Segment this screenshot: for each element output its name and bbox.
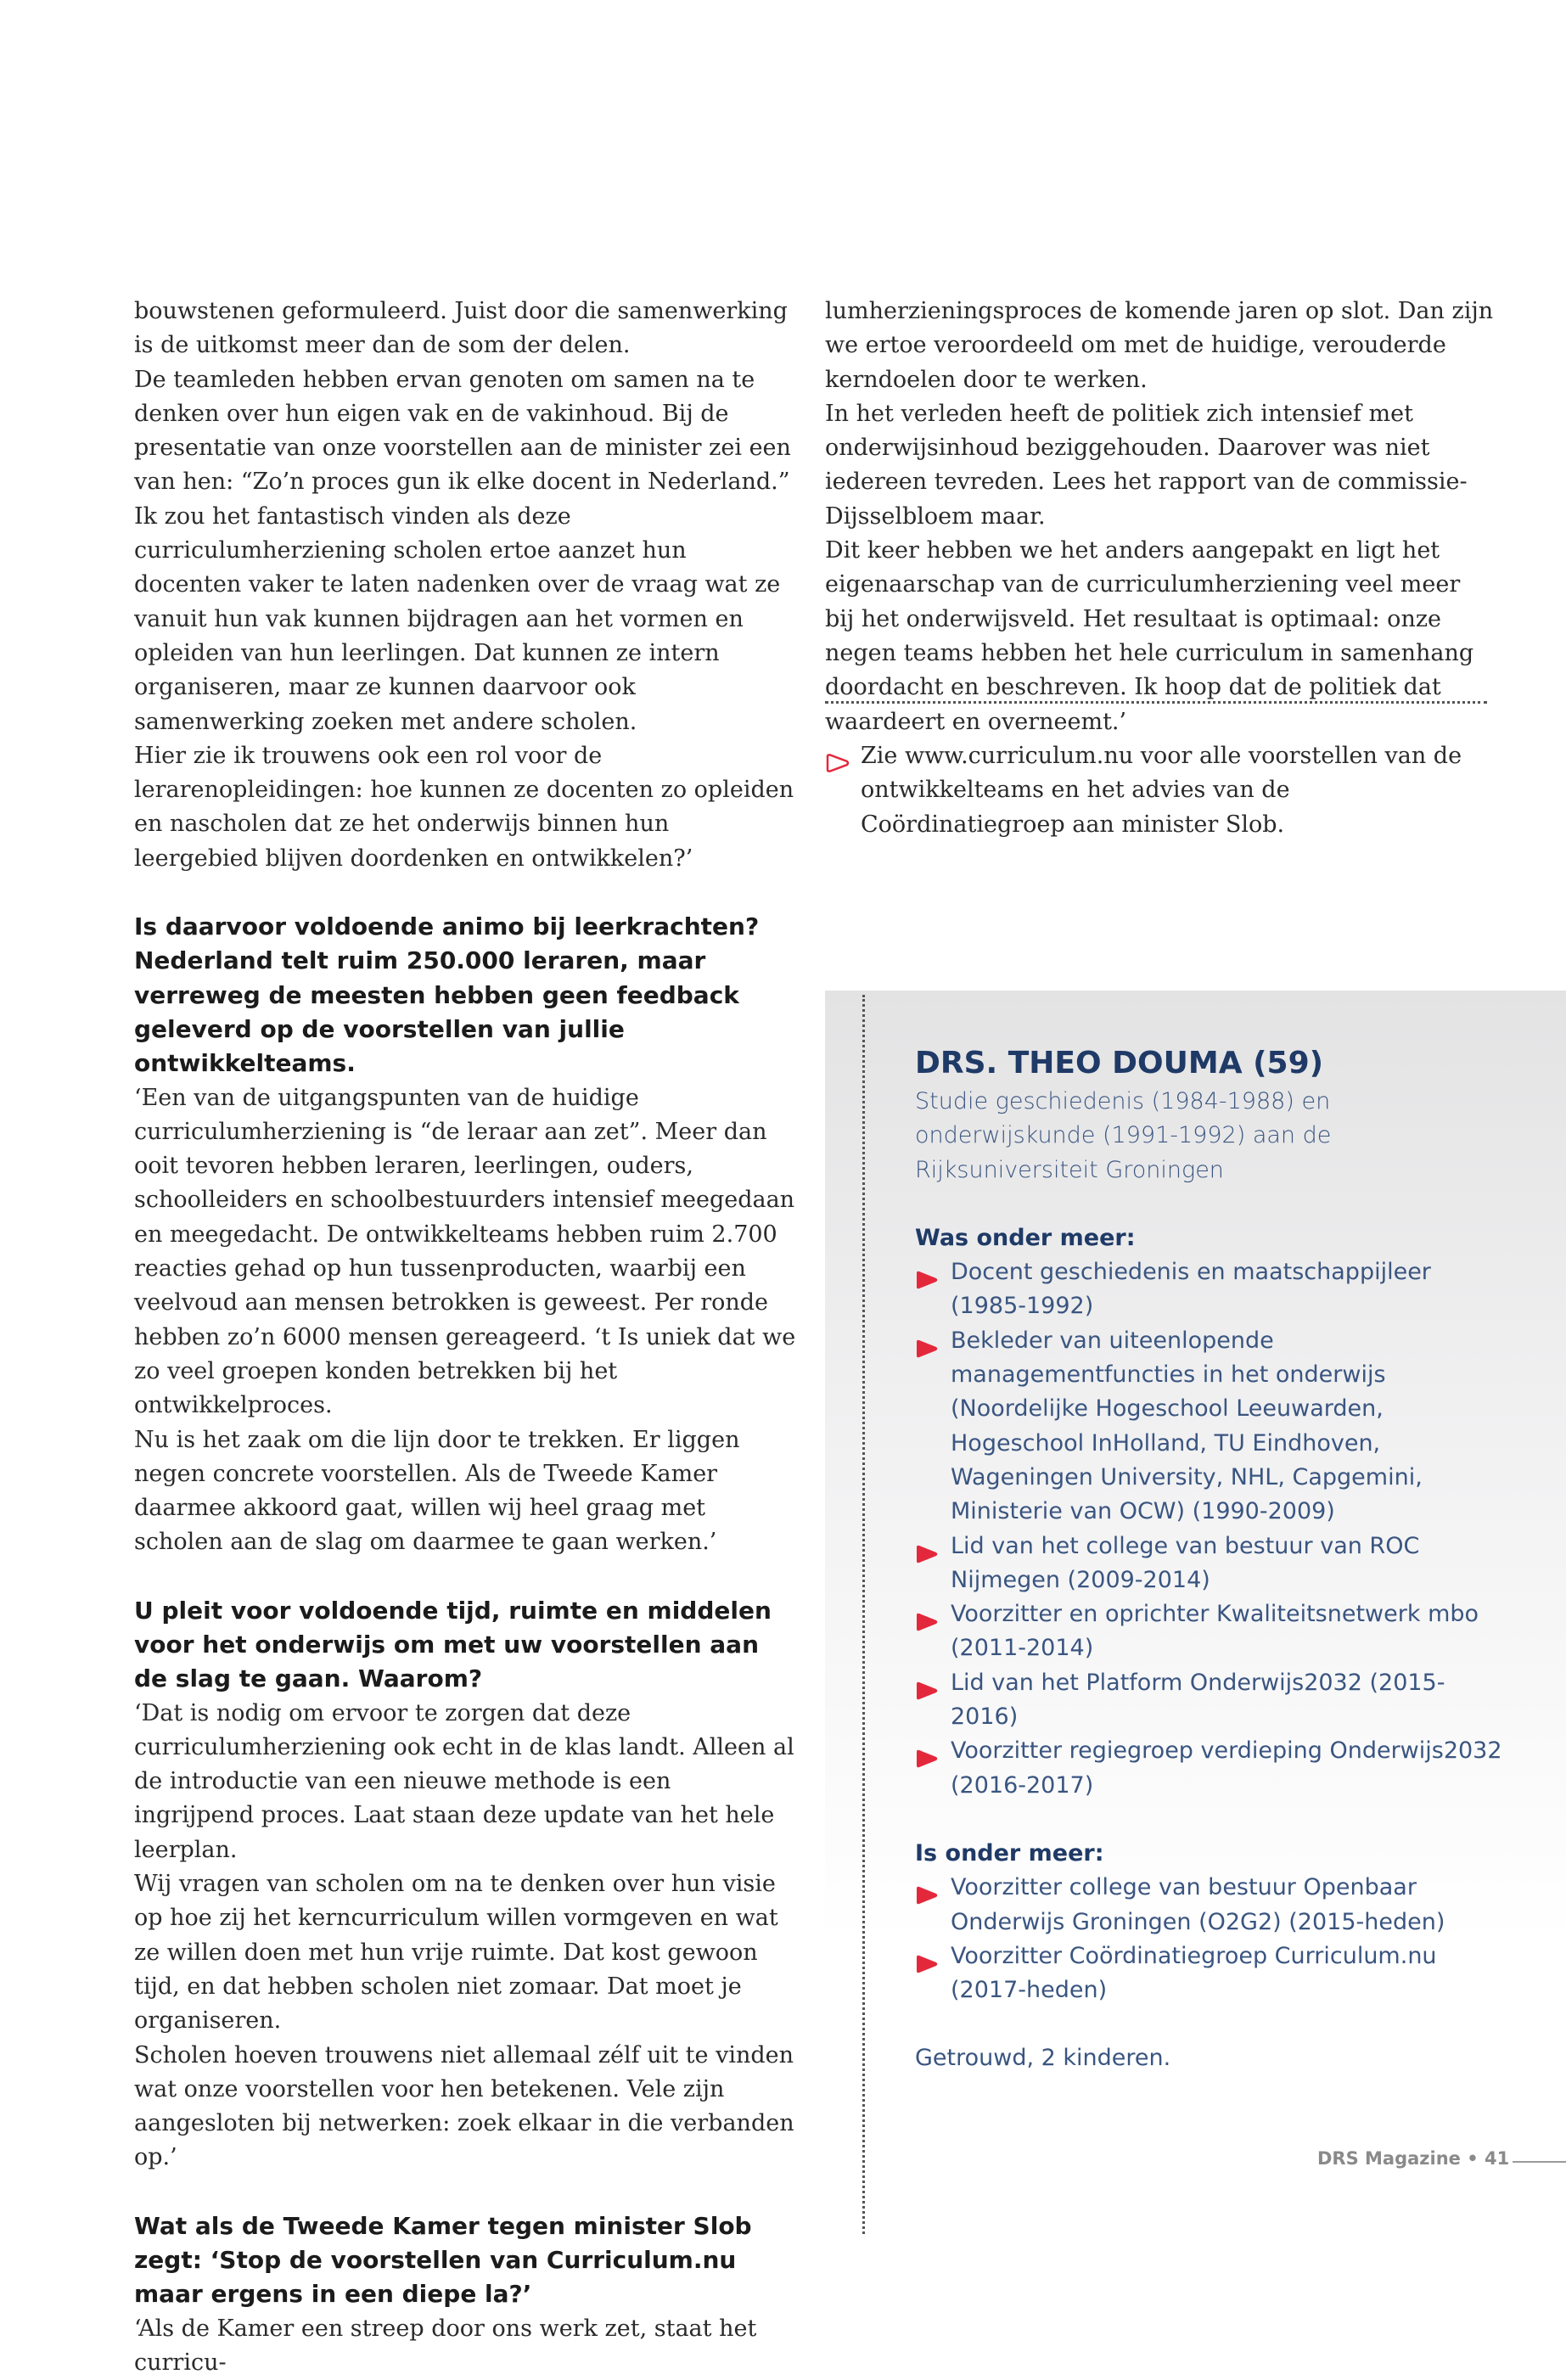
body-paragraph: De teamleden hebben ervan genoten om samen na te denken over hun eigen vak en de vakinhoud. Bij de presentatie van onze voorstellen aan de minister zei een van hen: “Zo’n proces gun ik elke docent in Nederland.”	[134, 366, 791, 496]
arrow-bullet-icon	[915, 1266, 939, 1284]
bio-sidebar	[915, 1042, 1509, 2076]
list-item: Voorzitter regiegroep verdieping Onderwijs2032 (2016-2017)	[915, 1734, 1509, 1803]
interview-answer: Scholen hoeven trouwens niet allemaal zélf uit te vinden wat onze voorstellen voor hen betekenen. Vele zijn aangesloten bij netwerken: zoek elkaar in die verbanden op.’	[134, 2041, 794, 2171]
interview-question: U pleit voor voldoende tijd, ruimte en middelen voor het onderwijs om met uw voorstellen aan de slag te gaan. Waarom?	[134, 1596, 772, 1693]
bio-is-list	[915, 1871, 1509, 2007]
list-item: Docent geschiedenis en maatschappijleer (1985-1992)	[915, 1255, 1509, 1324]
body-paragraph: lumherzieningsproces de komende jaren op slot. Dan zijn we ertoe veroordeeld om met de huidige, verouderde kerndoelen door te werken.	[825, 298, 1494, 393]
arrow-bullet-icon	[915, 1334, 939, 1353]
bio-family: Getrouwd, 2 kinderen.	[915, 2045, 1171, 2072]
body-paragraph: Dit keer hebben we het anders aangepakt en ligt het eigenaarschap van de curriculumherziening veel meer bij het onderwijsveld. Het resultaat is optimaal: onze negen teams hebben het hele curriculum in samenhang doordacht en beschreven. Ik hoop dat de politiek dat waardeert en overneemt.’	[825, 537, 1474, 735]
list-item: Voorzitter college van bestuur Openbaar Onderwijs Groningen (O2G2) (2015-heden)	[915, 1871, 1509, 1939]
reference-note	[825, 739, 1496, 842]
list-item: Bekleder van uiteenlopende managementfuncties in het onderwijs (Noordelijke Hogeschool Leeuwarden, Hogeschool InHolland, TU Eindhoven, Wageningen University, NHL, Capgemini, Ministerie van OCW) (1990-2009)	[915, 1324, 1509, 1530]
interview-question: Wat als de Tweede Kamer tegen minister Slob zegt: ‘Stop de voorstellen van Curriculum.nu maar ergens in een diepe la?’	[134, 2211, 752, 2309]
bio-is-heading: Is onder meer:	[915, 1839, 1104, 1866]
footer-rule	[1513, 2161, 1566, 2163]
arrow-bullet-icon	[915, 1540, 939, 1558]
interview-answer: Nu is het zaak om die lijn door te trekken. Er liggen negen concrete voorstellen. Als de Tweede Kamer daarmee akkoord gaat, willen wij heel graag met scholen aan de slag om daarmee te gaan werken.’	[134, 1426, 740, 1556]
arrow-bullet-icon	[915, 1676, 939, 1695]
arrow-bullet-icon	[915, 1608, 939, 1626]
interview-answer: Wij vragen van scholen om na te denken over hun visie op hoe zij het kerncurriculum willen vormgeven en wat ze willen doen met hun vrije ruimte. Dat kost gewoon tijd, en dat hebben scholen niet zomaar. Dat moet je organiseren.	[134, 1871, 778, 2035]
body-paragraph: bouwstenen geformuleerd. Juist door die samenwerking is de uitkomst meer dan de som der delen.	[134, 298, 788, 359]
page-footer: DRS Magazine • 41	[1317, 2148, 1510, 2169]
bio-name: DRS. THEO DOUMA (59)	[915, 1046, 1324, 1081]
right-column	[825, 295, 1496, 739]
list-item: Voorzitter Coördinatiegroep Curriculum.nu (2017-heden)	[915, 1939, 1509, 2008]
bio-study: Studie geschiedenis (1984-1988) en onderwijskunde (1991-1992) aan de Rijksuniversiteit Groningen	[915, 1088, 1332, 1183]
arrow-bullet-icon	[915, 1881, 939, 1900]
list-item: Lid van het Platform Onderwijs2032 (2015-2016)	[915, 1666, 1509, 1735]
interview-answer: ‘Als de Kamer een streep door ons werk zet, staat het curricu-	[134, 2315, 757, 2376]
body-paragraph: Ik zou het fantastisch vinden als deze curriculumherziening scholen ertoe aanzet hun docenten vaker te laten nadenken over de vraag wat ze vanuit hun vak kunnen bijdragen aan het vormen en opleiden van hun leerlingen. Dat kunnen ze intern organiseren, maar ze kunnen daarvoor ook samenwerking zoeken met andere scholen.	[134, 502, 781, 735]
reference-link-text[interactable]: Zie www.curriculum.nu voor alle voorstellen van de ontwikkelteams en het advies van de Coördinatiegroep aan minister Slob.	[861, 743, 1462, 838]
interview-question: Is daarvoor voldoende animo bij leerkrachten? Nederland telt ruim 250.000 leraren, maar verreweg de meesten hebben geen feedback geleverd op de voorstellen van jullie ontwikkelteams.	[134, 912, 760, 1078]
bio-was-list	[915, 1255, 1509, 1803]
arrow-bullet-icon	[915, 1744, 939, 1763]
bio-was-heading: Was onder meer:	[915, 1224, 1136, 1251]
interview-answer: ‘Een van de uitgangspunten van de huidige curriculumherziening is “de leraar aan zet”. Meer dan ooit tevoren hebben leraren, leerlingen, ouders, schoolleiders en schoolbestuurders intensief meegedaan en meegedacht. De ontwikkelteams hebben ruim 2.700 reacties gehad op hun tussenproducten, waarbij een veelvoud aan mensen betrokken is geweest. Per ronde hebben zo’n 6000 mensen gereageerd. ‘t Is uniek dat we zo veel groepen konden betrekken bij het ontwikkelproces.	[134, 1084, 796, 1419]
bio-dotted-rule	[862, 995, 865, 2234]
arrow-outline-icon	[825, 749, 850, 767]
list-item: Voorzitter en oprichter Kwaliteitsnetwerk mbo (2011-2014)	[915, 1597, 1509, 1666]
dotted-divider	[825, 701, 1487, 704]
interview-answer: ‘Dat is nodig om ervoor te zorgen dat deze curriculumherziening ook echt in de klas landt. Alleen al de introductie van een nieuwe methode is een ingrijpend proces. Laat staan deze update van het hele leerplan.	[134, 1699, 794, 1863]
arrow-bullet-icon	[915, 1950, 939, 1968]
left-column	[134, 295, 796, 2380]
list-item: Lid van het college van bestuur van ROC Nijmegen (2009-2014)	[915, 1530, 1509, 1598]
body-paragraph: Hier zie ik trouwens ook een rol voor de lerarenopleidingen: hoe kunnen ze docenten zo opleiden en nascholen dat ze het onderwijs binnen hun leergebied blijven doordenken en ontwikkelen?’	[134, 742, 794, 872]
body-paragraph: In het verleden heeft de politiek zich intensief met onderwijsinhoud beziggehouden. Daarover was niet iedereen tevreden. Lees het rapport van de commissie-Dijsselbloem maar.	[825, 400, 1468, 530]
